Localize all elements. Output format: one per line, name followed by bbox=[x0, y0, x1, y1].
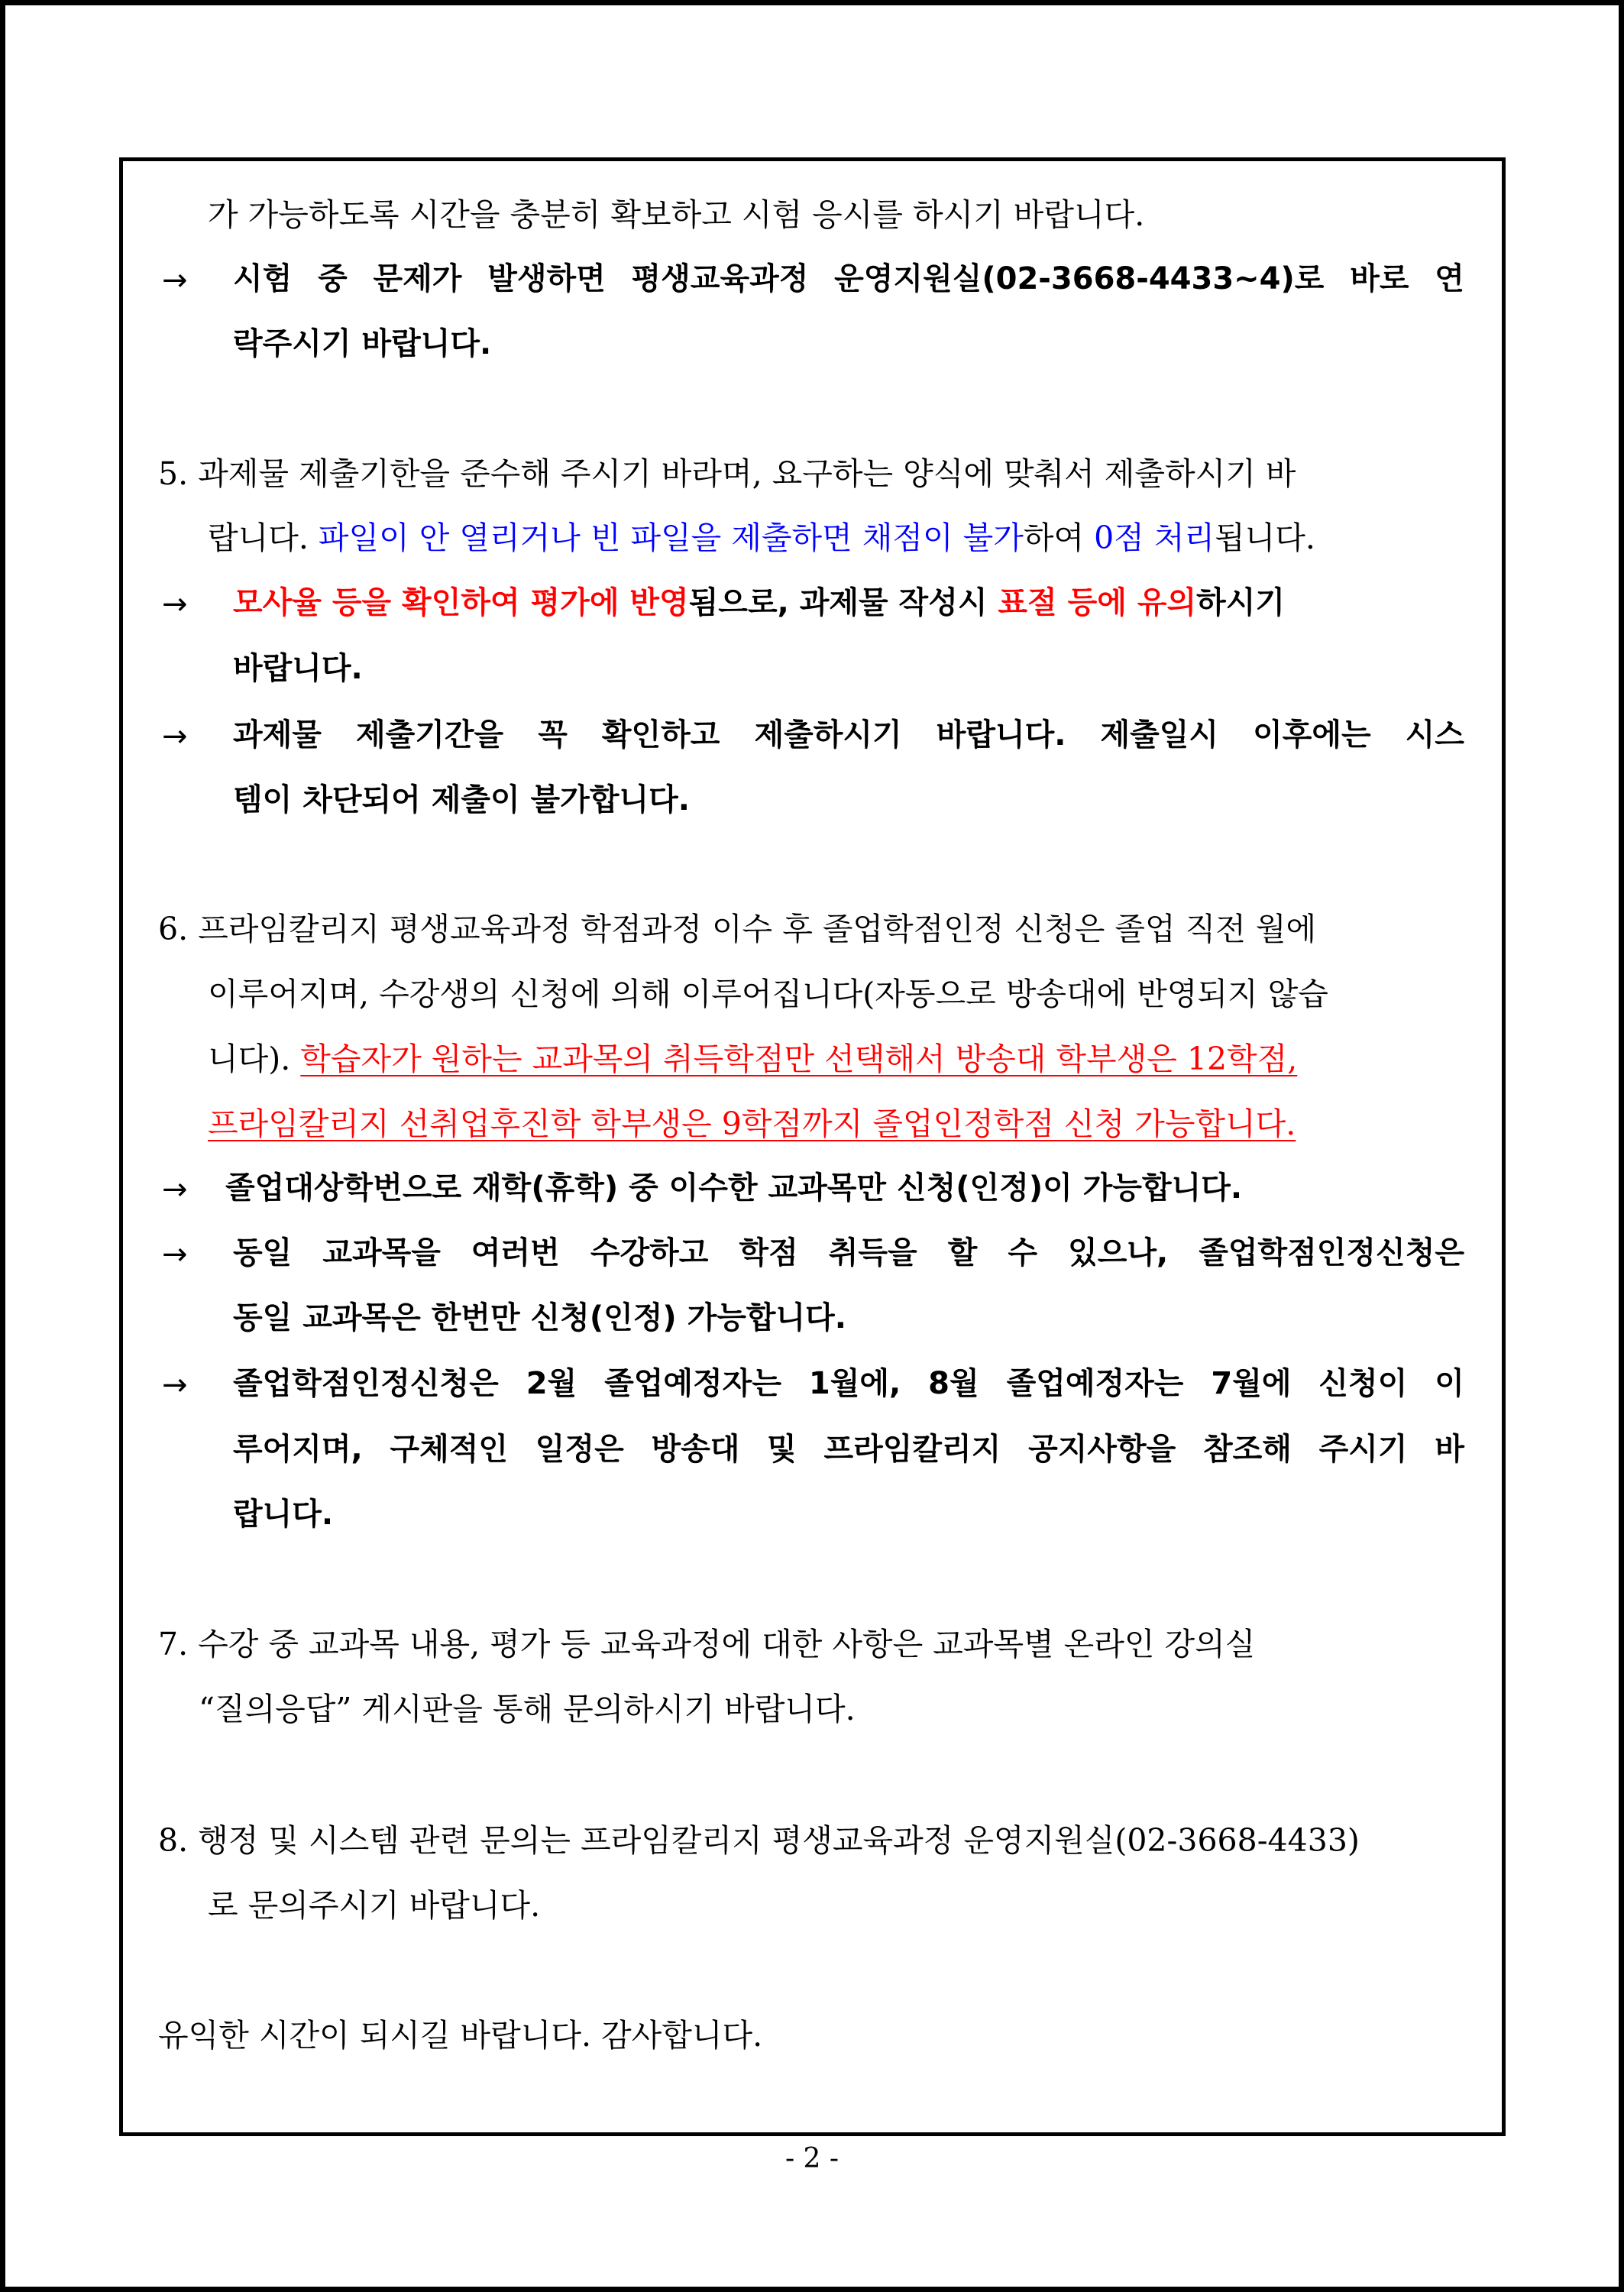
item5-line-2 bbox=[208, 520, 1315, 556]
item7-line-2: “질의응답” 게시판을 통해 문의하시기 바랍니다. bbox=[199, 1691, 856, 1727]
intro-arrow-line-2: 락주시기 바랍니다. bbox=[233, 326, 492, 361]
item5-arrow2-line-1: 과제물 제출기간을 꼭 확인하고 제출하시기 바랍니다. 제출일시 이후에는 시스 bbox=[233, 717, 1464, 753]
item5-arrow1-line-1 bbox=[233, 585, 1464, 620]
item6-arrow2-line-1: 동일 교과목을 여러번 수강하고 학점 취득을 할 수 있으나, 졸업학점인정신청은 bbox=[233, 1235, 1464, 1271]
credit-limit-notice: 학습자가 원하는 교과목의 취득학점만 선택해서 방송대 학부생은 12학점, bbox=[300, 1041, 1298, 1077]
item7-line-1: 7. 수강 중 교과목 내용, 평가 등 교육과정에 대한 사항은 교과목별 온라인 강의실 bbox=[158, 1626, 1256, 1662]
intro-arrow-line-1: 시험 중 문제가 발생하면 평생교육과정 운영지원실(02-3668-4433~4)로 바로 연 bbox=[233, 261, 1464, 296]
arrow-icon: → bbox=[162, 1368, 188, 1403]
item5-line-1: 5. 과제물 제출기한을 준수해 주시기 바라며, 요구하는 양식에 맞춰서 제출하시기 바 bbox=[158, 455, 1296, 492]
item5-zero-score: 0점 처리 bbox=[1094, 520, 1215, 556]
page-number: - 2 - bbox=[785, 2143, 839, 2174]
item6-arrow3-line-2: 루어지며, 구체적인 일정은 방송대 및 프라임칼리지 공지사항을 참조해 주시기 바 bbox=[233, 1432, 1464, 1467]
item5-arrow2-line-2: 템이 차단되어 제출이 불가합니다. bbox=[233, 782, 690, 817]
arrow-icon: → bbox=[162, 587, 188, 622]
arrow-icon: → bbox=[162, 263, 188, 298]
item5-line-2-c: 하여 bbox=[1023, 520, 1095, 556]
intro-line-1: 가 가능하도록 시간을 충분히 확보하고 시험 응시를 하시기 바랍니다. bbox=[208, 196, 1145, 233]
item6-arrow2-line-2: 동일 교과목은 한번만 신청(인정) 가능합니다. bbox=[233, 1300, 846, 1335]
item6-arrow3-line-1: 졸업학점인정신청은 2월 졸업예정자는 1월에, 8월 졸업예정자는 7월에 신청이 이 bbox=[233, 1366, 1464, 1401]
arrow-icon: → bbox=[162, 719, 188, 754]
item6-arrow1-line-1: 졸업대상학번으로 재학(휴학) 중 이수한 교과목만 신청(인정)이 가능합니다. bbox=[225, 1170, 1243, 1206]
item5-empty-file-warning: 파일이 안 열리거나 빈 파일을 제출하면 채점이 불가 bbox=[318, 520, 1024, 556]
item5-arrow1-d: 하시기 bbox=[1196, 585, 1286, 620]
item5-arrow1-line-2: 바랍니다. bbox=[233, 651, 363, 686]
item6-line-3 bbox=[208, 1041, 1298, 1077]
arrow-icon: → bbox=[162, 1237, 188, 1272]
item5-arrow1-b: 됨으로, 과제물 작성시 bbox=[688, 585, 998, 620]
item6-line-2: 이루어지며, 수강생의 신청에 의해 이루어집니다(자동으로 방송대에 반영되지 않습 bbox=[208, 976, 1328, 1012]
item6-arrow3-line-3: 랍니다. bbox=[233, 1497, 334, 1532]
item6-line-1: 6. 프라임칼리지 평생교육과정 학점과정 이수 후 졸업학점인정 신청은 졸업 직전 월에 bbox=[158, 911, 1317, 947]
item8-line-1: 8. 행정 및 시스템 관련 문의는 프라임칼리지 평생교육과정 운영지원실(02-3668-4433) bbox=[158, 1822, 1360, 1859]
item5-line-2-a: 랍니다. bbox=[208, 520, 319, 556]
arrow-icon: → bbox=[162, 1172, 188, 1207]
item6-line-3-a: 니다). bbox=[208, 1041, 301, 1077]
plagiarism-caution: 표절 등에 유의 bbox=[998, 585, 1197, 620]
closing-message: 유익한 시간이 되시길 바랍니다. 감사합니다. bbox=[158, 2017, 763, 2054]
item8-line-2: 로 문의주시기 바랍니다. bbox=[208, 1887, 541, 1924]
item6-line-4: 프라임칼리지 선취업후진학 학부생은 9학점까지 졸업인정학점 신청 가능합니다. bbox=[208, 1106, 1296, 1142]
plagiarism-check-notice: 모사율 등을 확인하여 평가에 반영 bbox=[233, 585, 689, 620]
item5-line-2-e: 됩니다. bbox=[1215, 520, 1315, 556]
